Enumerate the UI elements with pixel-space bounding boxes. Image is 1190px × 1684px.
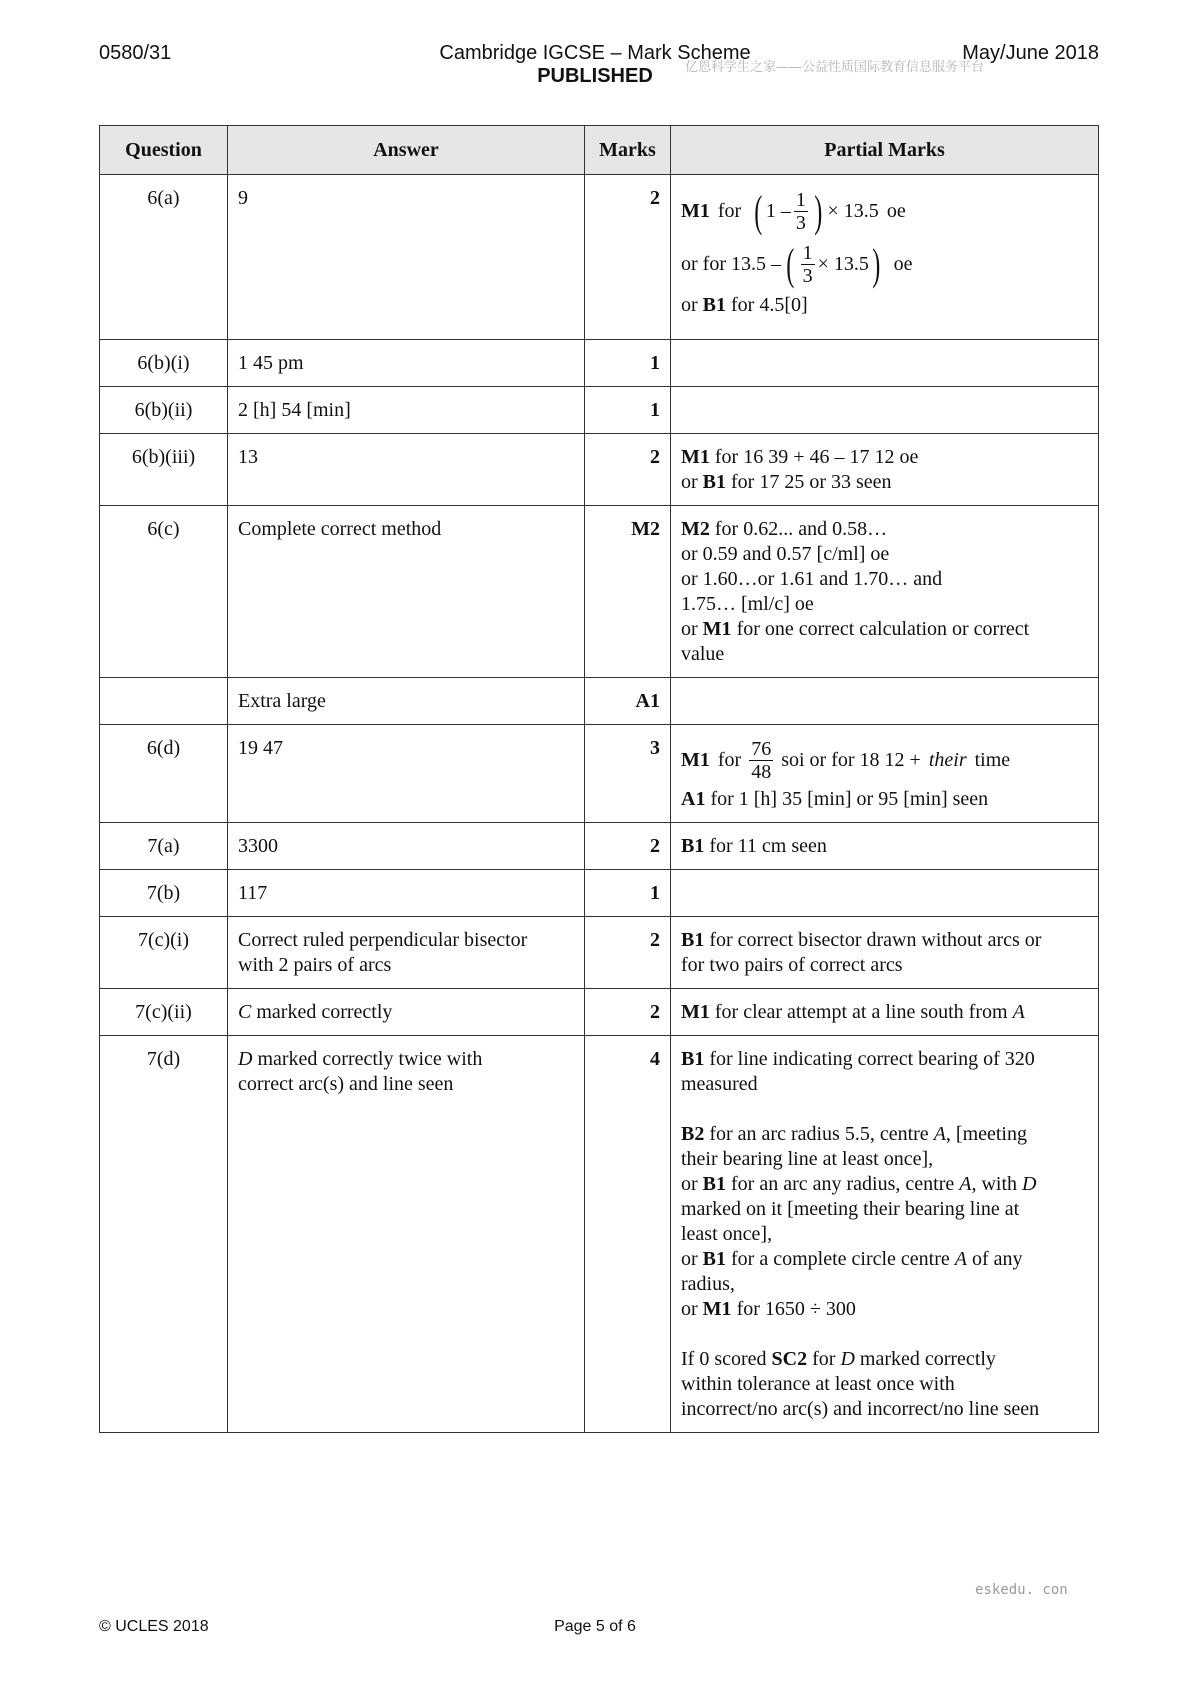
answer-cell: 19 47 [228, 725, 585, 823]
table-row [100, 340, 1099, 387]
question-cell: 6(b)(i) [100, 340, 228, 387]
table-row [100, 175, 1099, 340]
question-cell: 6(a) [100, 175, 228, 340]
parenthesis-group: ( $\frac{1}{3}$ × 13.5 ) [786, 239, 881, 289]
question-cell: 7(d) [100, 1036, 228, 1433]
marks-cell: 1 [585, 340, 671, 387]
table-header-row [100, 126, 1099, 175]
paper-code: 0580/31 [99, 42, 172, 64]
header-marks: Marks [585, 126, 671, 175]
table-row [100, 678, 1099, 725]
table-row [100, 725, 1099, 823]
marks-cell: 2 [585, 434, 671, 506]
partial-marks-cell [671, 340, 1099, 387]
marks-cell: M2 [585, 506, 671, 678]
marks-cell: 2 [585, 917, 671, 989]
table-row [100, 434, 1099, 506]
answer-cell: 1 45 pm [228, 340, 585, 387]
formula-line: M1 for $\frac{76}{48}$ soi or for 18 12 + their time [681, 738, 1011, 783]
partial-marks-cell: M2 for 0.62... and 0.58… or 0.59 and 0.57 [c/ml] oe or 1.60…or 1.61 and 1.70… and 1.75… [ml/c] oe or M1 for one correct calculation or correct value [671, 506, 1099, 678]
formula-line: or for 13.5 – ( $\frac{1}{3}$ × 13.5 ) oe [681, 239, 913, 289]
site-watermark: eskedu. con [975, 1582, 1068, 1598]
partial-line: or B1 for 4.5[0] [681, 294, 808, 316]
answer-cell: Extra large [228, 678, 585, 725]
table-row [100, 506, 1099, 678]
partial-marks-cell: B1 for correct bisector drawn without arcs or for two pairs of correct arcs [671, 917, 1099, 989]
page-number: Page 5 of 6 [554, 1618, 636, 1635]
question-cell: 7(b) [100, 870, 228, 917]
answer-cell: 3300 [228, 823, 585, 870]
marks-cell: 2 [585, 823, 671, 870]
header-partial-marks: Partial Marks [671, 126, 1099, 175]
question-cell [100, 678, 228, 725]
marks-cell: 1 [585, 870, 671, 917]
marks-cell: 4 [585, 1036, 671, 1433]
marks-cell: 1 [585, 387, 671, 434]
copyright: © UCLES 2018 [99, 1618, 209, 1635]
mark-scheme-table [99, 125, 1099, 1433]
partial-marks-cell [671, 175, 1099, 340]
question-cell: 7(c)(i) [100, 917, 228, 989]
question-cell: 6(b)(iii) [100, 434, 228, 506]
published-label: PUBLISHED [537, 65, 653, 87]
answer-cell: 13 [228, 434, 585, 506]
table-row [100, 989, 1099, 1036]
answer-cell: D marked correctly twice with correct arc(s) and line seen [228, 1036, 585, 1433]
header-question: Question [100, 126, 228, 175]
partial-marks-cell: B1 for line indicating correct bearing of 320 measured B2 for an arc radius 5.5, centre A, [meeting their bearing line at least once], or B1 for an arc any radius, centre A, with D marked on it [meeting their bearing line at least once], or B1 for a complete circle centre A of any radius, or M1 for 1650 ÷ 300 If 0 scored SC2 for D marked correctly within tolerance at least once with incorrect/no arc(s) and incorrect/no line seen [671, 1036, 1099, 1433]
marks-cell: 3 [585, 725, 671, 823]
table-row [100, 387, 1099, 434]
answer-cell: 2 [h] 54 [min] [228, 387, 585, 434]
answer-cell: 9 [228, 175, 585, 340]
partial-marks-cell [671, 870, 1099, 917]
table-row [100, 1036, 1099, 1433]
partial-marks-cell [671, 678, 1099, 725]
table-row [100, 823, 1099, 870]
question-cell: 6(b)(ii) [100, 387, 228, 434]
exam-session: May/June 2018 [962, 42, 1099, 64]
parenthesis-group: ( 1 – $\frac{1}{3}$ ) [754, 186, 823, 236]
answer-cell: Complete correct method [228, 506, 585, 678]
partial-marks-cell [671, 387, 1099, 434]
table-row [100, 870, 1099, 917]
answer-cell: 117 [228, 870, 585, 917]
partial-marks-cell: M1 for clear attempt at a line south from A [671, 989, 1099, 1036]
fraction: $\frac{1}{3}$ [802, 242, 813, 287]
marks-cell: A1 [585, 678, 671, 725]
answer-cell: Correct ruled perpendicular bisector with 2 pairs of arcs [228, 917, 585, 989]
marks-cell: 2 [585, 989, 671, 1036]
question-cell: 7(a) [100, 823, 228, 870]
fraction: $\frac{1}{3}$ [795, 189, 806, 234]
answer-cell: C marked correctly [228, 989, 585, 1036]
partial-marks-cell: B1 for 11 cm seen [671, 823, 1099, 870]
watermark-text: 亿恩科学生之家——公益性质国际教育信息服务平台 [685, 60, 985, 75]
fraction: $\frac{76}{48}$ [751, 738, 772, 783]
partial-marks-cell: M1 for $\frac{76}{48}$ soi or for 18 12 + their time A1 for 1 [h] 35 [min] or 95 [min] seen [671, 725, 1099, 823]
document-title: Cambridge IGCSE – Mark Scheme [439, 42, 751, 64]
formula-line: M1 for ( 1 – $\frac{1}{3}$ ) × 13.5 oe [681, 186, 906, 236]
table-row [100, 917, 1099, 989]
marks-cell: 2 [585, 175, 671, 340]
question-cell: 6(c) [100, 506, 228, 678]
question-cell: 7(c)(ii) [100, 989, 228, 1036]
header-answer: Answer [228, 126, 585, 175]
question-cell: 6(d) [100, 725, 228, 823]
partial-marks-cell: M1 for 16 39 + 46 – 17 12 oe or B1 for 17 25 or 33 seen [671, 434, 1099, 506]
